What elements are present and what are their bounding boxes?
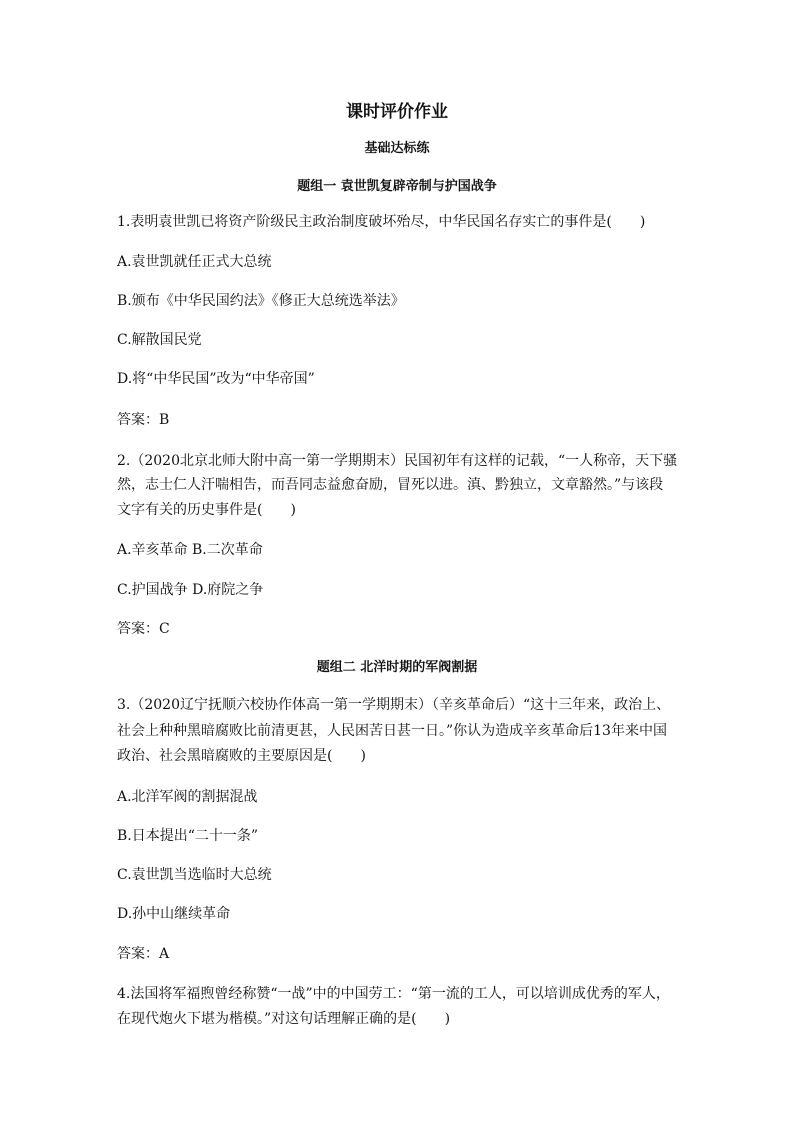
question-1-option-b: B.颁布《中华民国约法》《修正大总统选举法》 bbox=[117, 293, 405, 309]
question-3-option-a: A.北洋军阀的割据混战 bbox=[117, 789, 258, 805]
group-title-1: 题组一 袁世凯复辟帝制与护国战争 bbox=[297, 179, 497, 194]
question-3-stem-line-3: 政治、社会黑暗腐败的主要原因是( ) bbox=[117, 748, 366, 764]
question-1-option-c: C.解散国民党 bbox=[117, 332, 202, 348]
question-1-option-a: A.袁世凯就任正式大总统 bbox=[117, 254, 272, 270]
doc-title: 课时评价作业 bbox=[346, 102, 448, 122]
question-2-stem-line-2: 然，志士仁人汗喘相告，而吾同志益愈奋励，冒死以进。滇、黔独立，文章豁然。”与该段 bbox=[117, 477, 664, 493]
question-2-option-cd: C.护国战争 D.府院之争 bbox=[117, 582, 264, 598]
question-2-option-ab: A.辛亥革命 B.二次革命 bbox=[117, 542, 263, 558]
group-title-2: 题组二 北洋时期的军阀割据 bbox=[316, 660, 478, 675]
question-3-stem-line-2: 社会上种种黑暗腐败比前清更甚，人民困苦日甚一日。”你认为造成辛亥革命后13年来中国 bbox=[117, 723, 667, 739]
section-title: 基础达标练 bbox=[364, 141, 430, 156]
question-3-option-c: C.袁世凯当选临时大总统 bbox=[117, 867, 272, 883]
question-4-stem-line-2: 在现代炮火下堪为楷模。”对这句话理解正确的是( ) bbox=[117, 1011, 451, 1027]
question-2-answer: 答案：C bbox=[117, 621, 170, 637]
question-1-stem: 1.表明袁世凯已将资产阶级民主政治制度破坏殆尽，中华民国名存实亡的事件是( ) bbox=[117, 214, 646, 230]
question-2-stem-line-3: 文字有关的历史事件是( ) bbox=[117, 502, 296, 518]
question-1-answer: 答案：B bbox=[117, 412, 170, 428]
question-3-answer: 答案：A bbox=[117, 946, 170, 962]
question-2-stem-line-1: 2.（2020北京北师大附中高一第一学期期末）民国初年有这样的记载，“一人称帝，天下骚 bbox=[117, 453, 678, 469]
question-3-stem-line-1: 3.（2020辽宁抚顺六校协作体高一第一学期期末）（辛亥革命后）“这十三年来，政治上、 bbox=[117, 697, 671, 713]
question-3-option-b: B.日本提出“二十一条” bbox=[117, 828, 259, 844]
question-4-stem-line-1: 4.法国将军福煦曾经称赞“一战”中的中国劳工：“第一流的工人，可以培训成优秀的军人， bbox=[117, 986, 670, 1002]
question-3-option-d: D.孙中山继续革命 bbox=[117, 906, 231, 922]
question-1-option-d: D.将“中华民国”改为“中华帝国” bbox=[117, 371, 315, 387]
